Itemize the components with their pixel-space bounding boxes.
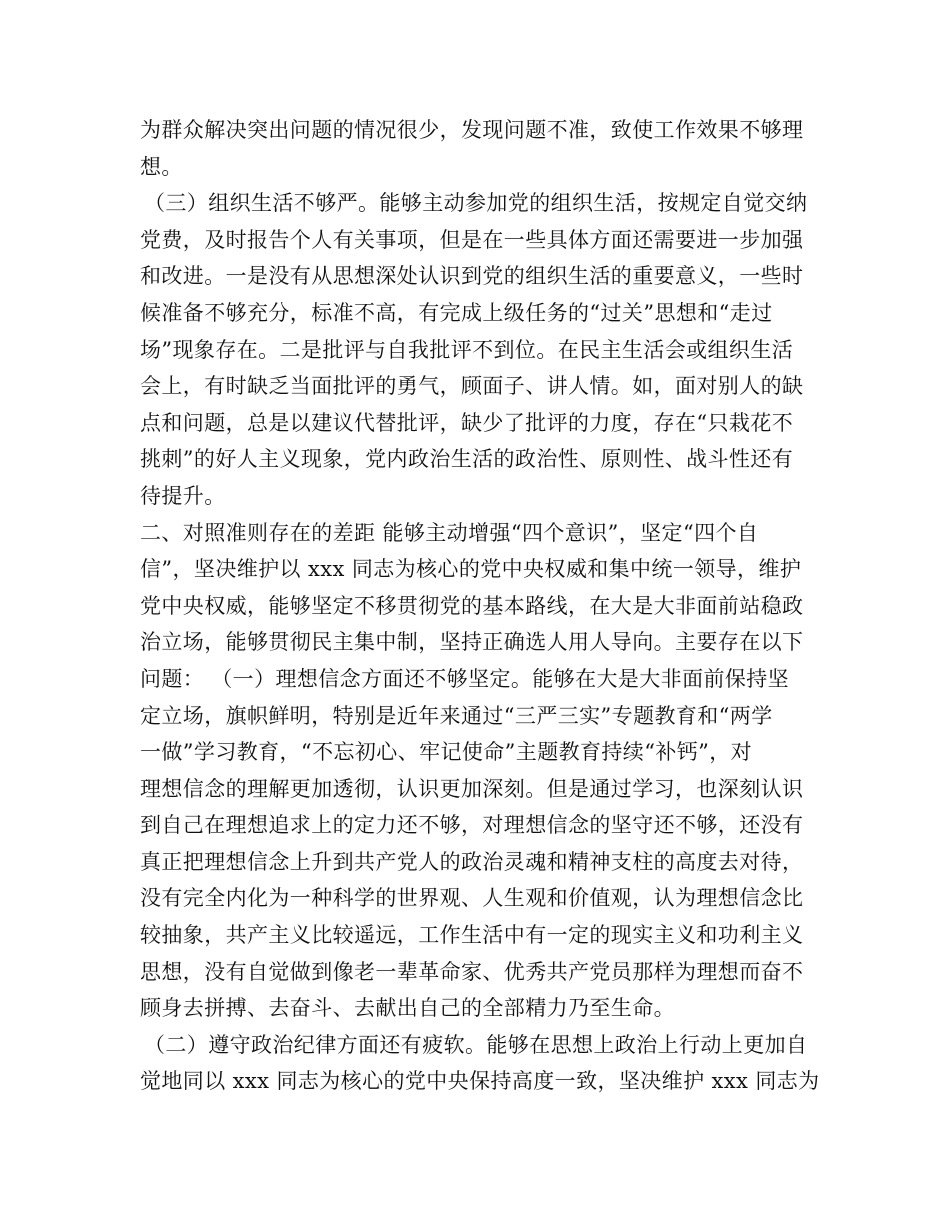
text-line: 理想信念的理解更加透彻，认识更加深刻。但是通过学习，也深刻认识 [140, 776, 804, 801]
text-line: 点和问题，总是以建议代替批评，缺少了批评的力度，存在“只栽花不 [140, 410, 794, 435]
text-line: 较抽象，共产主义比较遥远，工作生活中有一定的现实主义和功利主义 [140, 923, 804, 948]
text-line: 为群众解决突出问题的情况很少，发现问题不准，致使工作效果不够理 [140, 118, 804, 142]
text-line: 待提升。 [140, 483, 226, 508]
text-line: 到自己在理想追求上的定力还不够，对理想信念的坚守还不够，还没有 [140, 813, 804, 838]
text-line: 治立场，能够贯彻民主集中制，坚持正确选人用人导向。主要存在以下 [140, 630, 804, 655]
text-line: （二）遵守政治纪律方面还有疲软。能够在思想上政治上行动上更加自 [144, 1032, 808, 1057]
text-line: 思想，没有自觉做到像老一辈革命家、优秀共产党员那样为理想而奋不 [140, 959, 804, 984]
text-line: 党费，及时报告个人有关事项，但是在一些具体方面还需要进一步加强 [140, 227, 804, 252]
text-line: 场”现象存在。二是批评与自我批评不到位。在民主生活会或组织生活 [140, 337, 794, 362]
text-line: 觉地同以 xxx 同志为核心的党中央保持高度一致，坚决维护 xxx 同志为 [140, 1069, 820, 1094]
text-line: （三）组织生活不够严。能够主动参加党的组织生活，按规定自觉交纳 [144, 191, 808, 216]
text-line: 候准备不够充分，标准不高，有完成上级任务的“过关”思想和“走过 [140, 300, 773, 325]
text-line: 挑刺”的好人主义现象，党内政治生活的政治性、原则性、战斗性还有 [140, 447, 794, 472]
text-line: 想。 [140, 154, 183, 179]
text-line: 信”，坚决维护以 xxx 同志为核心的党中央权威和集中统一领导，维护 [140, 557, 802, 582]
text-line: 没有完全内化为一种科学的世界观、人生观和价值观，认为理想信念比 [140, 886, 804, 911]
text-line: 问题： （一）理想信念方面还不够坚定。能够在大是大非面前保持坚 [140, 666, 790, 691]
text-line: 党中央权威，能够坚定不移贯彻党的基本路线，在大是大非面前站稳政 [140, 593, 804, 618]
text-line: 二、对照准则存在的差距 能够主动增强“四个意识”，坚定“四个自 [140, 520, 759, 545]
text-line: 一做”学习教育，“不忘初心、牢记使命”主题教育持续“补钙”，对 [140, 740, 753, 765]
text-line: 定立场，旗帜鲜明，特别是近年来通过“三严三实”专题教育和“两学 [140, 703, 773, 728]
text-line: 和改进。一是没有从思想深处认识到党的组织生活的重要意义，一些时 [140, 264, 804, 289]
text-line: 会上，有时缺乏当面批评的勇气，顾面子、讲人情。如，面对别人的缺 [140, 374, 804, 399]
text-line: 真正把理想信念上升到共产党人的政治灵魂和精神支柱的高度去对待， [140, 849, 804, 874]
document-body-text [140, 112, 820, 1100]
text-line: 顾身去拼搏、去奋斗、去献出自己的全部精力乃至生命。 [140, 996, 675, 1021]
